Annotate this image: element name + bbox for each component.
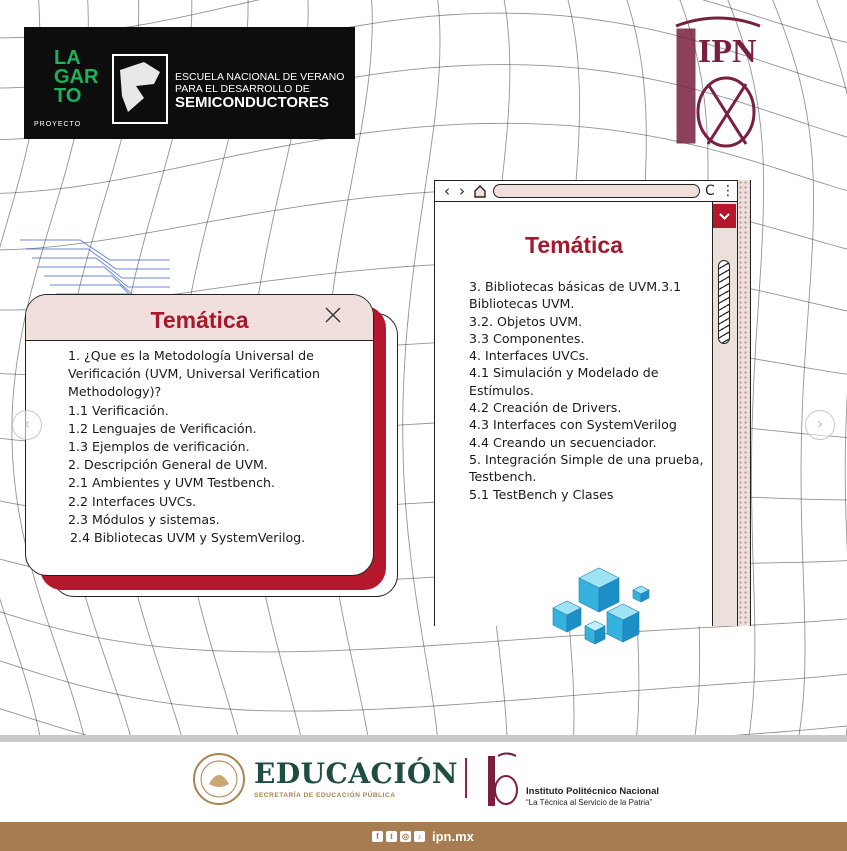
instagram-icon[interactable]: ◎ <box>400 831 411 842</box>
carousel-prev-button[interactable]: ‹ <box>12 410 42 440</box>
list-item: Verificación (UVM, Universal Verification <box>68 366 320 382</box>
banner-line-2: PARA EL DESARROLLO DE <box>175 83 310 95</box>
lagarto-logo-text: LA GAR TO <box>54 47 99 107</box>
list-item: 4.1 Simulación y Modelado de <box>469 365 659 381</box>
bottom-bar <box>0 822 847 851</box>
browser-toolbar <box>434 180 737 202</box>
list-item: 4. Interfaces UVCs. <box>469 348 590 364</box>
grid-line <box>0 0 847 7</box>
browser-page <box>434 202 737 626</box>
tematica-card-left <box>25 294 374 576</box>
grid-line <box>0 725 847 735</box>
list-item: 2. Descripción General de UVM. <box>68 457 268 473</box>
scrollbar-thumb[interactable] <box>718 260 730 344</box>
list-item: 1.2 Lenguajes de Verificación. <box>68 420 257 436</box>
back-icon[interactable]: ‹ <box>444 182 450 200</box>
left-card-title: Temática <box>150 307 249 333</box>
chip-icon <box>112 54 168 124</box>
list-item: Bibliotecas UVM. <box>469 296 575 312</box>
site-link[interactable]: ipn.mx <box>432 829 474 844</box>
footer-separator <box>465 758 467 798</box>
circuit-line <box>32 258 170 278</box>
facebook-icon[interactable]: f <box>372 831 383 842</box>
close-icon[interactable] <box>323 305 343 325</box>
sep-subtitle: SECRETARÍA DE EDUCACIÓN PÚBLICA <box>254 792 396 799</box>
list-item: 4.3 Interfaces con SystemVerilog <box>469 417 677 433</box>
list-item: Estímulos. <box>469 382 534 398</box>
ipn-small-logo-icon <box>486 750 520 812</box>
list-item: 4.4 Creando un secuenciador. <box>469 434 657 450</box>
reload-icon[interactable]: C <box>705 183 715 199</box>
chevron-down-icon[interactable] <box>713 204 736 228</box>
list-item: 3.3 Componentes. <box>469 330 585 346</box>
forward-icon[interactable]: › <box>459 182 465 200</box>
list-item: 4.2 Creación de Drivers. <box>469 400 622 416</box>
lagarto-banner <box>24 27 355 139</box>
list-item: 2.3 Módulos y sistemas. <box>68 511 220 527</box>
list-item: 5.1 TestBench y Clases <box>469 486 614 502</box>
address-bar[interactable] <box>493 184 700 198</box>
left-topic-list <box>26 341 373 547</box>
banner-line-1: ESCUELA NACIONAL DE VERANO <box>175 71 345 83</box>
list-item: 2.4 Bibliotecas UVM y SystemVerilog. <box>70 530 306 546</box>
ipn-logo-letters: IPN <box>698 33 757 70</box>
grid-line <box>829 0 847 735</box>
left-card-header <box>26 295 373 341</box>
browser-dotted-edge <box>737 180 751 626</box>
browser-title: Temática <box>524 232 623 258</box>
mexico-seal-icon <box>192 752 246 806</box>
carousel-next-button[interactable]: › <box>805 410 835 440</box>
institute-name: Instituto Politécnico Nacional <box>526 786 660 797</box>
grid-line <box>778 0 847 735</box>
proyecto-label: PROYECTO <box>34 121 82 128</box>
list-item: 3.2. Objetos UVM. <box>469 313 583 329</box>
institute-motto: “La Técnica al Servicio de la Patria” <box>526 798 653 807</box>
scrollbar[interactable] <box>712 202 737 626</box>
tiktok-icon[interactable]: ♪ <box>414 831 425 842</box>
list-item: Testbench. <box>469 469 537 485</box>
twitter-icon[interactable]: t <box>386 831 397 842</box>
grid-line <box>0 621 847 711</box>
cubes-illustration <box>535 550 665 650</box>
home-icon[interactable] <box>473 184 487 202</box>
list-item: 5. Integración Simple de una prueba, <box>469 451 704 467</box>
right-topic-list <box>469 278 709 503</box>
educacion-title: EDUCACIÓN <box>254 757 458 790</box>
footer-divider <box>0 735 847 742</box>
list-item: 1.1 Verificación. <box>68 402 169 418</box>
browser-window <box>434 180 751 626</box>
list-item: 3. Bibliotecas básicas de UVM.3.1 <box>469 279 682 294</box>
list-item: 1.3 Ejemplos de verificación. <box>68 439 250 455</box>
banner-line-3: SEMICONDUCTORES <box>175 94 329 111</box>
menu-icon[interactable]: ⋮ <box>721 183 735 199</box>
social-links <box>372 829 474 844</box>
ipn-logo-icon <box>668 12 768 162</box>
list-item: Methodology)? <box>68 384 162 400</box>
list-item: 2.1 Ambientes y UVM Testbench. <box>68 475 275 491</box>
list-item: 2.2 Interfaces UVCs. <box>68 493 197 509</box>
circuit-line <box>38 267 170 287</box>
footer <box>0 742 847 822</box>
circuit-line <box>44 276 170 296</box>
list-item: 1. ¿Que es la Metodología Universal de <box>68 348 314 363</box>
